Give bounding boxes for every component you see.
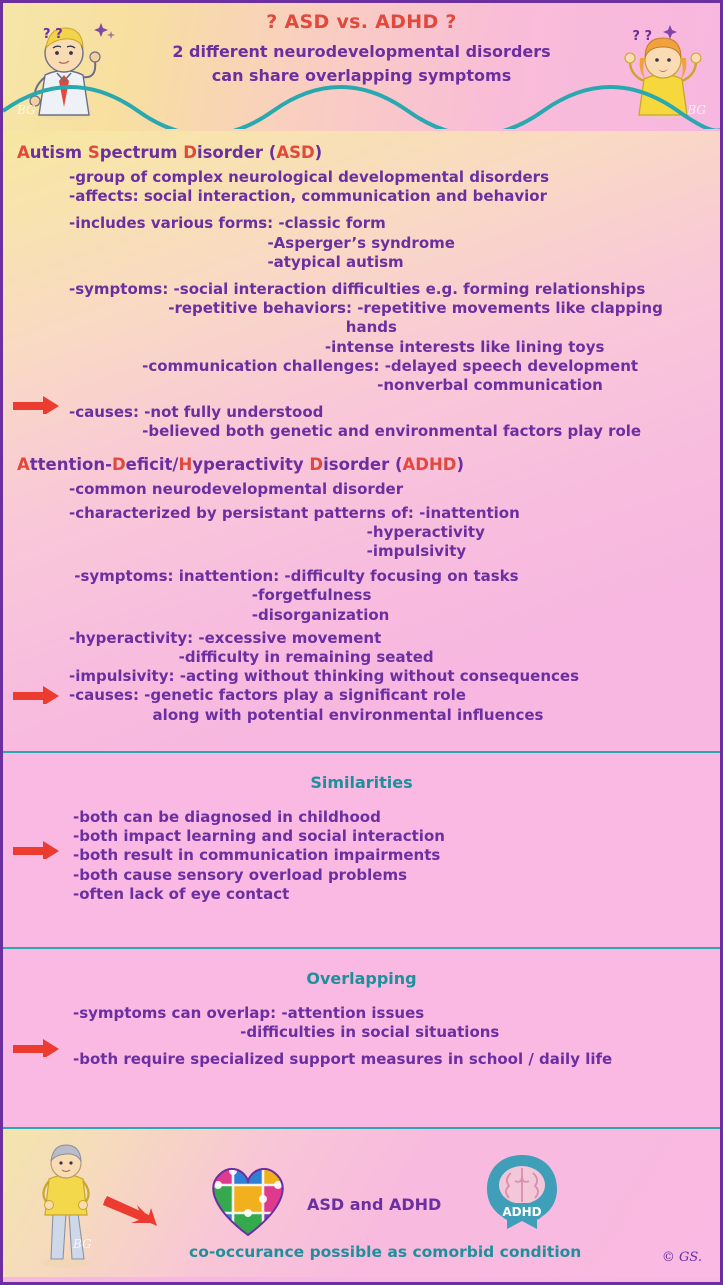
adhd-lines xyxy=(69,480,712,724)
standing-boy-illustration xyxy=(25,1139,105,1273)
asd-line-1: -affects: social interaction, communication and behavior xyxy=(69,187,548,206)
asd-line-7: hands xyxy=(69,318,397,337)
asd-line-9: -communication challenges: -delayed speech development xyxy=(69,356,639,375)
similarities-line-1: -both impact learning and social interaction xyxy=(73,827,445,846)
arrow-right-icon-similarities xyxy=(13,839,59,859)
adhd-line-10: -causes: -genetic factors play a significant role xyxy=(69,686,466,705)
asd-heading: Autism Spectrum Disorder (ASD) xyxy=(17,143,323,162)
adhd-line-3: -impulsivity xyxy=(69,542,467,560)
overlapping-section xyxy=(3,947,720,1127)
overlapping-line-2: -both require specialized support measures in school / daily life xyxy=(73,1050,613,1069)
header-subtitle-line1: 2 different neurodevelopmental disorders xyxy=(172,42,551,61)
adhd-heading: Attention-Deficit/Hyperactivity Disorder (ADHD) xyxy=(17,455,465,475)
header-subtitle-line2: can share overlapping symptoms xyxy=(211,66,512,85)
brain-badge-label: ADHD xyxy=(502,1205,542,1219)
bottom-watermark: BG xyxy=(73,1237,92,1251)
overlapping-heading: Overlapping xyxy=(306,969,417,988)
puzzle-heart-icon xyxy=(203,1157,293,1241)
asd-line-10: -nonverbal communication xyxy=(69,375,603,394)
main-content-section xyxy=(3,131,720,751)
asd-line-5: -symptoms: -social interaction difficulties e.g. forming relationships xyxy=(69,279,646,298)
overlapping-line-1: -difficulties in social situations xyxy=(73,1023,500,1042)
adhd-line-11: along with potential environmental influences xyxy=(69,705,544,724)
adhd-line-8: -difficulty in remaining seated xyxy=(69,647,434,666)
asd-and-adhd-label: ASD and ADHD xyxy=(307,1195,442,1214)
arrow-diagonal-icon xyxy=(103,1193,161,1229)
question-marks-left: ? ? xyxy=(43,27,63,42)
cooccurrence-text: co-occurance possible as comorbid condition xyxy=(189,1243,582,1261)
adhd-line-0: -common neurodevelopmental disorder xyxy=(69,480,404,499)
similarities-line-3: -both cause sensory overload problems xyxy=(73,865,407,884)
asd-line-8: -intense interests like lining toys xyxy=(69,337,605,356)
watermark-right: BG xyxy=(687,103,706,117)
sparkle-right-icon xyxy=(658,21,684,43)
asd-lines xyxy=(69,168,712,441)
asd-line-6: -repetitive behaviors: -repetitive movements like clapping xyxy=(69,299,663,318)
brain-adhd-icon xyxy=(481,1151,563,1237)
arrow-right-icon-adhd xyxy=(13,684,59,704)
similarities-section xyxy=(3,751,720,947)
bottom-section xyxy=(3,1127,720,1277)
overlapping-lines xyxy=(73,1004,712,1070)
copyright-label: © GS. xyxy=(661,1250,702,1265)
adhd-line-6: -disorganization xyxy=(69,605,390,624)
asd-line-12: -believed both genetic and environmental factors play role xyxy=(69,422,642,441)
adhd-line-9: -impulsivity: -acting without thinking without consequences xyxy=(69,667,580,686)
arrow-right-icon-asd xyxy=(13,394,59,414)
arrow-right-icon-overlapping xyxy=(13,1037,59,1057)
similarities-lines xyxy=(73,808,712,904)
adhd-line-1: -characterized by persistant patterns of: -inattention xyxy=(69,503,520,522)
adhd-line-7: -hyperactivity: -excessive movement xyxy=(69,628,382,647)
wave-divider xyxy=(3,77,720,129)
question-marks-right: ? ? xyxy=(632,29,652,44)
similarities-line-4: -often lack of eye contact xyxy=(73,884,290,903)
similarities-line-2: -both result in communication impairments xyxy=(73,846,441,865)
asd-line-3: -Asperger’s syndrome xyxy=(69,233,455,252)
adhd-line-2: -hyperactivity xyxy=(69,522,485,541)
asd-line-0: -group of complex neurological developmental disorders xyxy=(69,168,549,186)
asd-line-2: -includes various forms: -classic form xyxy=(69,214,386,233)
asd-line-4: -atypical autism xyxy=(69,252,404,271)
similarities-heading: Similarities xyxy=(310,773,413,792)
adhd-line-5: -forgetfulness xyxy=(69,586,372,605)
page-title: ? ASD vs. ADHD ? xyxy=(266,11,457,33)
asd-line-11: -causes: -not fully understood xyxy=(69,403,324,422)
sparkle-left-icon xyxy=(91,19,117,41)
similarities-line-0: -both can be diagnosed in childhood xyxy=(73,808,381,826)
adhd-line-4: -symptoms: inattention: -difficulty focusing on tasks xyxy=(69,567,519,586)
watermark-left: BG xyxy=(17,103,36,117)
overlapping-line-0: -symptoms can overlap: -attention issues xyxy=(73,1004,425,1022)
header-banner xyxy=(3,3,720,131)
